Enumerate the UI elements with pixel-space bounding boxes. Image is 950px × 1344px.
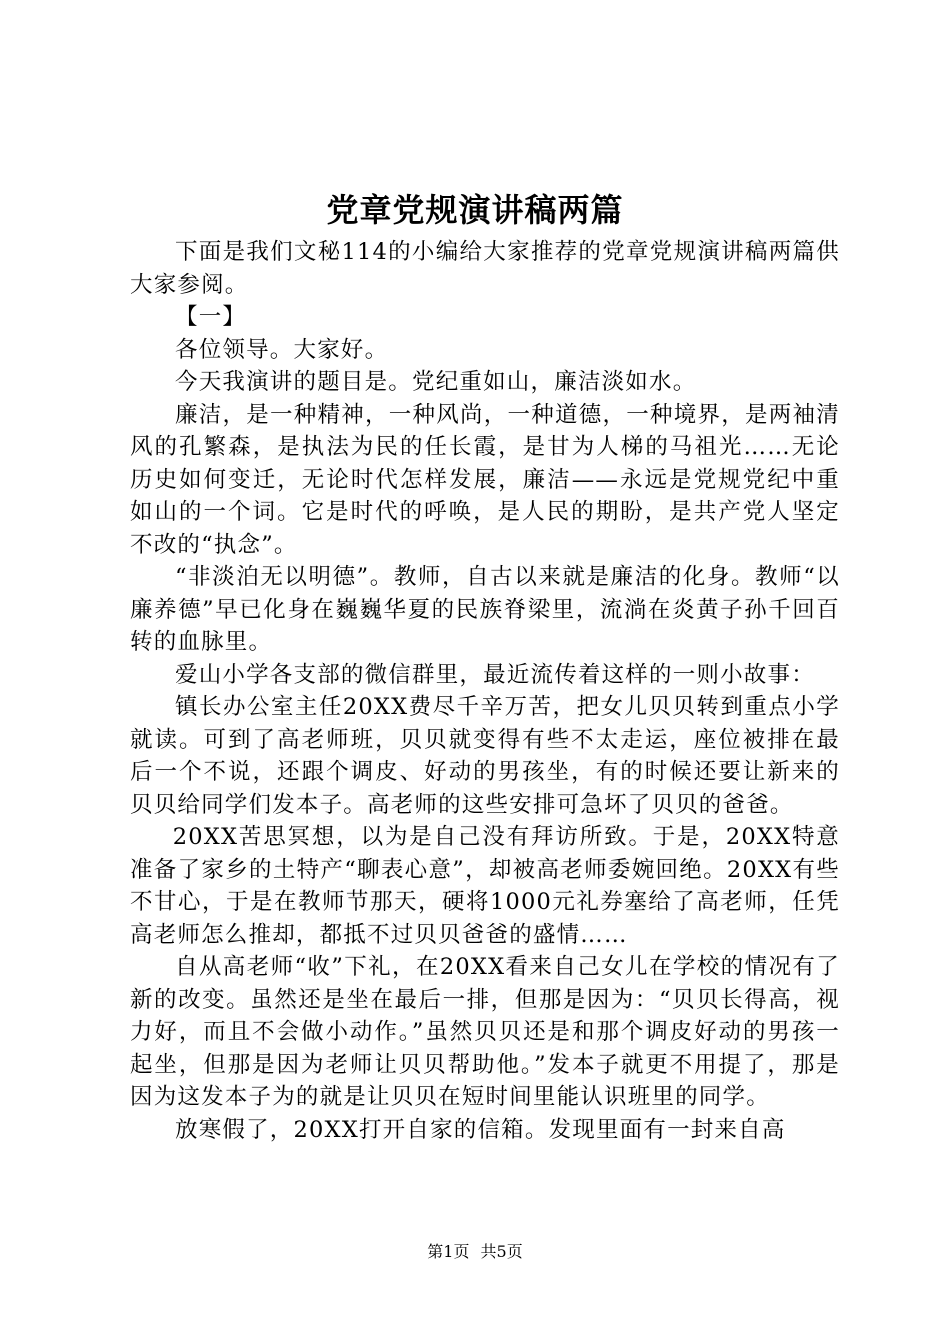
page-total: 共5页 [480,1242,523,1261]
body-paragraph: “非淡泊无以明德”。教师，自古以来就是廉洁的化身。教师“以廉养德”早已化身在巍巍华夏的民族脊梁里，流淌在炎黄子孙千回百转的血脉里。 [130,564,840,655]
body-paragraph: 放寒假了，20XX打开自家的信箱。发现里面有一封来自高 [175,1116,786,1143]
page-footer [0,1240,950,1264]
document-title: 党章党规演讲稿两篇 [326,191,624,229]
body-paragraph: 20XX苦思冥想，以为是自己没有拜访所致。于是，20XX特意准备了家乡的土特产“聊表心意”，却被高老师委婉回绝。20XX有些不甘心，于是在教师节那天，硬将1000元礼券塞给了高老师，任凭高老师怎么推却，都抵不过贝贝爸爸的盛情…… [130,824,840,948]
body-paragraph: 廉洁，是一种精神，一种风尚，一种道德，一种境界，是两袖清风的孔繁森，是执法为民的任长霞，是甘为人梯的马祖光……无论历史如何变迁，无论时代怎样发展，廉洁——永远是党规党纪中重如山的一个词。它是时代的呼唤，是人民的期盼，是共产党人坚定不改的“执念”。 [130,401,840,558]
greeting-paragraph: 各位领导。大家好。 [175,336,389,363]
page-number: 第1页 [427,1242,470,1261]
topic-paragraph: 今天我演讲的题目是。党纪重如山，廉洁淡如水。 [175,369,697,395]
intro-paragraph: 下面是我们文秘114的小编给大家推荐的党章党规演讲稿两篇供大家参阅。 [130,239,840,298]
body-paragraph: 爱山小学各支部的微信群里，最近流传着这样的一则小故事： [175,661,815,688]
document-body [130,236,840,1146]
body-paragraph: 镇长办公室主任20XX费尽千辛万苦，把女儿贝贝转到重点小学就读。可到了高老师班，贝贝就变得有些不太走运，座位被排在最后一个不说，还跟个调皮、好动的男孩坐，有的时候还要让新来的贝贝给同学们发本子。高老师的这些安排可急坏了贝贝的爸爸。 [130,694,840,818]
section-heading: 【一】 [175,304,247,330]
body-paragraph: 自从高老师“收”下礼，在20XX看来自己女儿在学校的情况有了新的改变。虽然还是坐在最后一排，但那是因为：“贝贝长得高，视力好，而且不会做小动作。”虽然贝贝还是和那个调皮好动的男孩一起坐，但那是因为老师让贝贝帮助他。”发本子就更不用提了，那是因为这发本子为的就是让贝贝在短时间里能认识班里的同学。 [130,954,840,1110]
